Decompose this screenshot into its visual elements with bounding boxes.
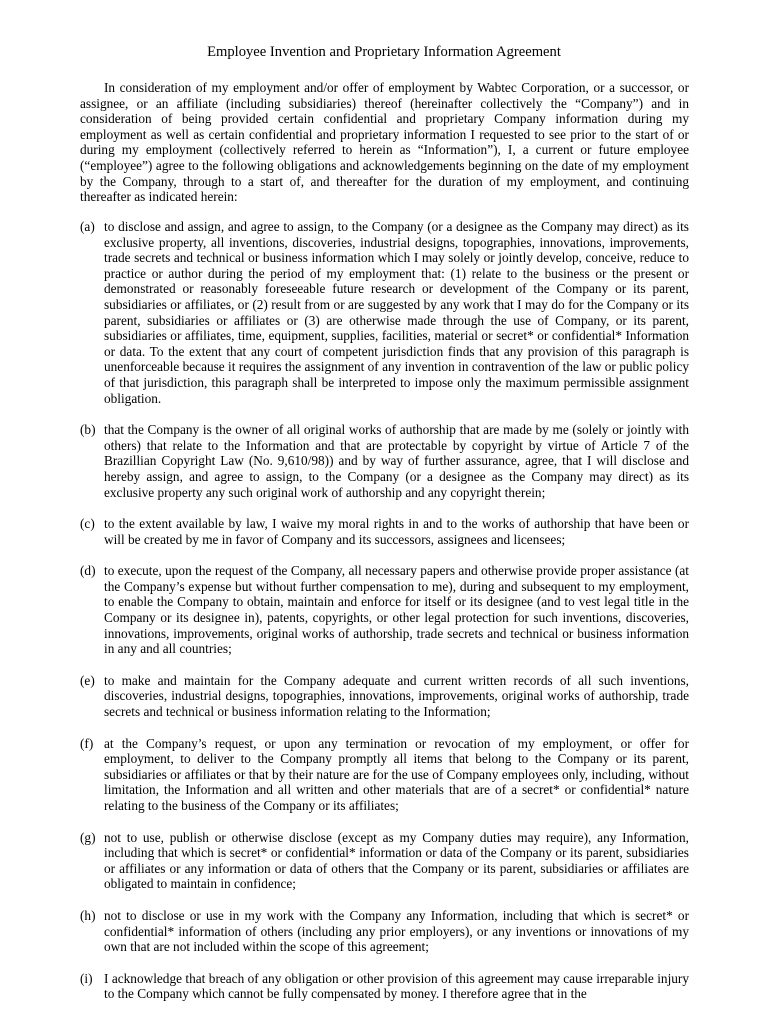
intro-paragraph: In consideration of my employment and/or offer of employment by Wabtec Corporation, or a successor, or assignee, or an affiliate (including subsidiaries) thereof (hereinafter collectively the “Company”) and in consideration of being provided certain confidential and proprietary Company information during my employment as well as certain confidential and proprietary information I requested to see prior to the start of or during my employment (collectively referred to herein as “Information”), I, a current or future employee (“employee”) agree to the following obligations and acknowledgements beginning on the date of my employment by the Company, through to a start of, and thereafter for the duration of my employment, and continuing thereafter as indicated herein: (80, 80, 689, 205)
clause-text: to the extent available by law, I waive my moral rights in and to the works of authorship that have been or will be created by me in favor of Company and its successors, assignees and licensees; (104, 516, 689, 547)
clause-text: to disclose and assign, and agree to assign, to the Company (or a designee as the Company may direct) as its exclusive property, all inventions, discoveries, industrial designs, topographies, innovations, improvements, trade secrets and technical or business information which I may solely or jointly develop, conceive, reduce to practice or author during the period of my employment that: (1) relate to the business or the present or demonstrated or reasonably foreseeable future research or development of the Company or its parent, subsidiaries or affiliates, or (2) result from or are suggested by any work that I may do for the Company or its parent, subsidiaries or affiliates or (3) are otherwise made through the use of Company, or its parent, subsidiaries or affiliates, time, equipment, supplies, facilities, material or secret* or confidential* Information or data. To the extent that any court of competent jurisdiction finds that any provision of this paragraph is unenforceable because it requires the assignment of any invention in contravention of the law or public policy of that jurisdiction, this paragraph shall be interpreted to impose only the maximum permissible assignment obligation. (104, 219, 689, 406)
clause-marker: (b) (80, 422, 96, 438)
clause-c (80, 516, 689, 547)
clause-i (80, 971, 689, 1002)
clause-g (80, 830, 689, 892)
clause-d (80, 563, 689, 657)
clause-marker: (g) (80, 829, 96, 845)
clause-text: I acknowledge that breach of any obligation or other provision of this agreement may cause irreparable injury to the Company which cannot be fully compensated by money. I therefore agree that in the (104, 970, 689, 1002)
clause-text: not to disclose or use in my work with the Company any Information, including that which is secret* or confidential* information of others (including any prior employers), or any inventions or innovations of my own that are not included within the scope of this agreement; (104, 907, 689, 955)
clause-text: at the Company’s request, or upon any termination or revocation of my employment, or offer for employment, to deliver to the Company promptly all items that belong to the Company or its parent, subsidiaries or affiliates or that by their nature are for the use of Company employees only, including, without limitation, the Information and all written and other materials that are of a secret* or confidential* nature relating to the business of the Company or its affiliates; (104, 735, 689, 813)
clause-marker: (c) (80, 516, 95, 532)
clause-marker: (a) (80, 219, 95, 234)
clause-marker: (f) (80, 735, 94, 751)
clause-marker: (e) (80, 672, 95, 688)
clause-list (80, 219, 689, 1018)
clause-text: not to use, publish or otherwise disclose (except as my Company duties may require), any Information, including that which is secret* or confidential* information or data of the Company or its parent, subsidiaries or affiliates or any information or data of others that the Company or its parent, subsidiaries or affiliates are obligated to maintain in confidence; (104, 829, 689, 892)
clause-f (80, 736, 689, 814)
clause-marker: (h) (80, 907, 96, 923)
clause-text: to execute, upon the request of the Company, all necessary papers and otherwise provide proper assistance (at the Company’s expense but without further compensation to me), during and subsequent to my employment, to enable the Company to obtain, maintain and enforce for itself or its designee (and to vest legal title in the Company or its designee in), patents, copyrights, or other legal protection for such inventions, discoveries, innovations, improvements, original works of authorship, trade secrets and technical or business information in any and all countries; (104, 563, 689, 657)
clause-a (80, 219, 689, 406)
clause-marker: (i) (80, 970, 93, 986)
document-title: Employee Invention and Proprietary Information Agreement (207, 44, 561, 60)
clause-e (80, 673, 689, 720)
clause-h (80, 908, 689, 955)
clause-text: that the Company is the owner of all original works of authorship that are made by me (solely or jointly with others) that relate to the Information and that are protectable by copyright by virtue of Article 7 of the Brazillian Copyright Law (No. 9,610/98)) and by way of further assurance, agree, that I will disclose and hereby assign, and agree to assign, to the Company (or a designee as the Company may direct) as its exclusive property any such original work of authorship and any copyright therein; (104, 422, 689, 500)
clause-text: to make and maintain for the Company adequate and current written records of all such inventions, discoveries, industrial designs, topographies, innovations, improvements, original works of authorship, trade secrets and technical or business information relating to the Information; (104, 672, 689, 720)
clause-b (80, 422, 689, 500)
clause-marker: (d) (80, 563, 96, 579)
